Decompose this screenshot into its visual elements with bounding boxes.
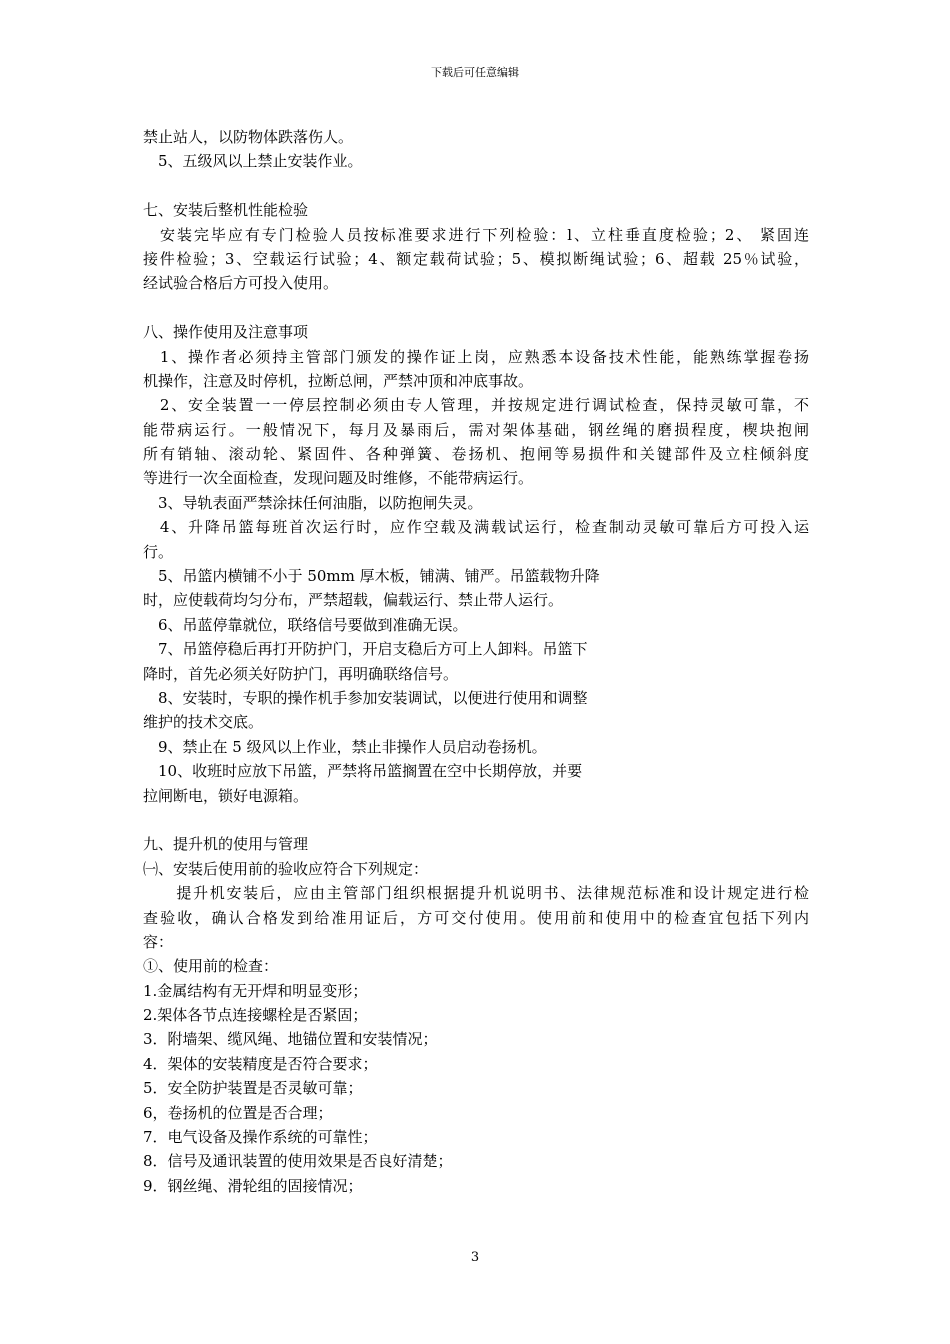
text-line: ㈠、安装后使用前的验收应符合下列规定： xyxy=(143,859,429,878)
text-line: 1、操作者必须持主管部门颁发的操作证上岗，应熟悉本设备技术性能，能熟练掌握卷扬 xyxy=(143,347,809,366)
text-line: 降时，首先必须关好防护门，再明确联络信号。 xyxy=(143,664,459,683)
text-line: 经试验合格后方可投入使用。 xyxy=(143,274,339,293)
text-line: 所有销轴、滚动轮、紧固件、各种弹簧、卷扬机、抱闸等易损件和关键部件及立柱倾斜度 xyxy=(143,445,809,464)
text-line: 3、导轨表面严禁涂抹任何油脂，以防抱闸失灵。 xyxy=(143,493,483,512)
text-line: 安装完毕应有专门检验人员按标准要求进行下列检验：l、立柱垂直度检验；2、 紧固连 xyxy=(143,225,809,244)
text-line: 接件检验；3、空载运行试验；4、额定载荷试验；5、模拟断绳试验；6、超载 25％试验， xyxy=(143,249,809,268)
text-line: 维护的技术交底。 xyxy=(143,713,264,732)
text-line: ①、使用前的检查： xyxy=(143,957,279,976)
page-header: 下载后可任意编辑 xyxy=(431,66,519,79)
text-line: 容： xyxy=(143,932,174,951)
document-body xyxy=(143,125,809,1198)
text-line: 10、收班时应放下吊篮，严禁将吊篮搁置在空中长期停放，并要 xyxy=(143,762,583,781)
text-line: 八、操作使用及注意事项 xyxy=(143,323,309,342)
text-line: 2.架体各节点连接螺栓是否紧固； xyxy=(143,1006,368,1025)
blank-line xyxy=(143,296,809,320)
text-line: 7．电气设备及操作系统的可靠性； xyxy=(143,1128,378,1147)
text-line: 等进行一次全面检查，发现问题及时维修，不能带病运行。 xyxy=(143,469,534,488)
text-line: 九、提升机的使用与管理 xyxy=(143,835,309,854)
text-line: 3．附墙架、缆风绳、地锚位置和安装情况； xyxy=(143,1030,438,1049)
text-line: 提升机安装后，应由主管部门组织根据提升机说明书、法律规范标准和设计规定进行检 xyxy=(143,884,809,903)
text-line: 6、吊蓝停靠就位，联络信号要做到准确无误。 xyxy=(143,615,468,634)
text-line: 时，应使载荷均匀分布，严禁超载，偏载运行、禁止带人运行。 xyxy=(143,591,564,610)
text-line: 禁止站人，以防物体跌落伤人。 xyxy=(143,128,354,146)
blank-line xyxy=(143,808,809,832)
text-line: 拉闸断电，锁好电源箱。 xyxy=(143,786,309,805)
page-number: 3 xyxy=(470,1250,480,1265)
text-line: 1.金属结构有无开焊和明显变形； xyxy=(143,981,368,1000)
text-line: 6，卷扬机的位置是否合理； xyxy=(143,1103,333,1122)
text-line: 9．钢丝绳、滑轮组的固接情况； xyxy=(143,1176,363,1195)
text-line: 2、安全装置一一停层控制必须由专人管理，并按规定进行调试检查，保持灵敏可靠，不 xyxy=(143,396,809,415)
text-line: 4、升降吊篮每班首次运行时，应作空载及满载试运行，检查制动灵敏可靠后方可投入运 xyxy=(143,518,809,537)
text-line: 5、吊篮内横铺不小于 50mm 厚木板，铺满、铺严。吊篮载物升降 xyxy=(143,567,600,586)
text-line: 七、安装后整机性能检验 xyxy=(143,201,309,220)
text-line: 9、禁止在 5 级风以上作业，禁止非操作人员启动卷扬机。 xyxy=(143,737,547,756)
text-line: 4．架体的安装精度是否符合要求； xyxy=(143,1054,378,1073)
text-line: 8．信号及通讯装置的使用效果是否良好清楚； xyxy=(143,1152,453,1171)
text-line: 查验收，确认合格发到给准用证后，方可交付使用。使用前和使用中的检查宜包括下列内 xyxy=(143,908,809,927)
blank-line xyxy=(143,174,809,198)
text-line: 机操作，注意及时停机，拉断总闸，严禁冲顶和冲底事故。 xyxy=(143,371,534,390)
text-line: 7、吊篮停稳后再打开防护门，开启支稳后方可上人卸料。吊篮下 xyxy=(143,640,588,659)
text-line: 能带病运行。一般情况下，每月及暴雨后，需对架体基础，钢丝绳的磨损程度，楔块抱闸 xyxy=(143,420,809,439)
text-line: 行。 xyxy=(143,542,174,561)
text-line: 8、安装时，专职的操作机手参加安装调试，以便进行使用和调整 xyxy=(143,688,588,707)
text-line: 5．安全防护装置是否灵敏可靠； xyxy=(143,1079,363,1098)
text-line: 5、五级风以上禁止安装作业。 xyxy=(143,152,363,171)
